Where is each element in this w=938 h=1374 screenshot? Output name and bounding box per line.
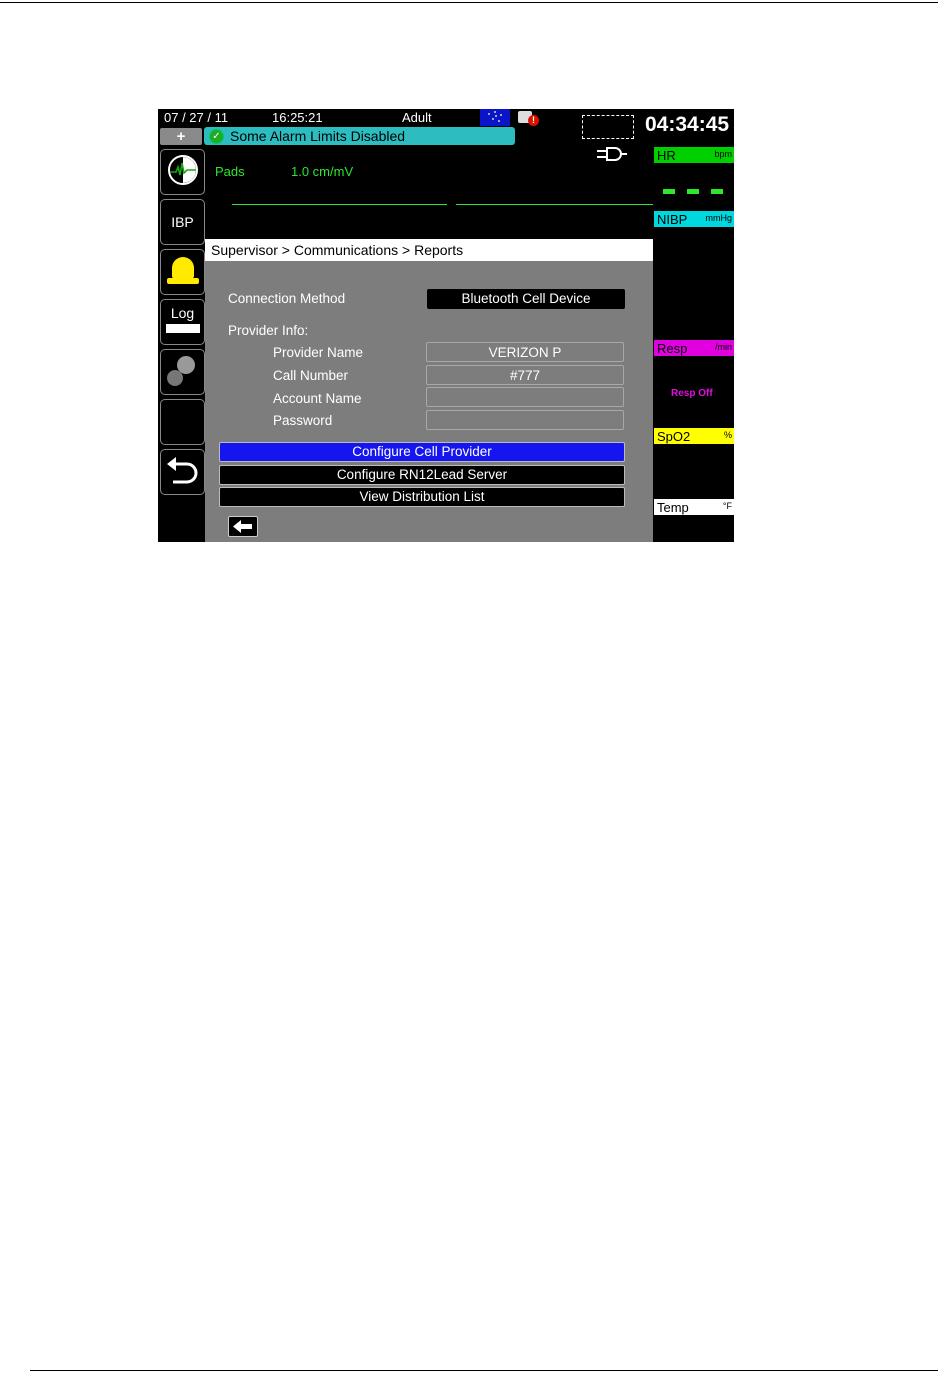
call-number-field[interactable]: #777 <box>426 365 624 385</box>
page-top-rule <box>0 2 938 3</box>
temp-header[interactable] <box>654 499 734 515</box>
resp-label: Resp <box>657 341 688 356</box>
alarms-button[interactable] <box>160 249 205 295</box>
hr-label: HR <box>657 148 676 163</box>
breadcrumb-text: Supervisor > Communications > Reports <box>211 242 464 258</box>
elapsed-time: 04:34:45 <box>645 113 730 136</box>
empty-status-box <box>582 115 634 139</box>
call-number-label: Call Number <box>273 368 349 383</box>
log-label: Log <box>170 305 195 321</box>
ibp-button[interactable] <box>160 199 205 245</box>
settings-button[interactable] <box>160 349 205 395</box>
nibp-header[interactable] <box>654 211 734 227</box>
return-button[interactable] <box>160 449 205 495</box>
patient-info-button[interactable]: + <box>160 128 202 145</box>
view-distribution-list-button[interactable]: View Distribution List <box>219 487 625 507</box>
waveform-button[interactable] <box>160 149 205 195</box>
hr-unit: bpm <box>714 149 732 159</box>
provider-info-label: Provider Info: <box>228 323 309 338</box>
resp-status: Resp Off <box>671 388 713 399</box>
temp-label: Temp <box>657 500 689 515</box>
monitor-screen <box>158 109 734 542</box>
date-display: 07 / 27 / 11 <box>164 110 229 125</box>
check-icon: ✓ <box>209 129 224 144</box>
configure-cell-provider-button[interactable]: Configure Cell Provider <box>219 442 625 462</box>
password-label: Password <box>273 413 333 428</box>
resp-header[interactable] <box>654 340 734 356</box>
nibp-label: NIBP <box>657 212 688 227</box>
ac-power-icon <box>593 145 627 163</box>
patient-mode: Adult <box>402 110 432 125</box>
provider-name-label: Provider Name <box>273 345 364 360</box>
ecg-trace <box>232 204 447 205</box>
temp-unit: °F <box>722 501 732 511</box>
alarm-status-banner <box>204 127 515 145</box>
time-display: 16:25:21 <box>272 110 323 125</box>
spo2-header[interactable] <box>654 428 734 444</box>
bluetooth-icon <box>480 109 510 126</box>
ecg-clock-icon <box>168 155 198 185</box>
resp-unit: /min <box>714 342 732 352</box>
account-name-label: Account Name <box>273 391 362 406</box>
spo2-unit: % <box>723 430 732 440</box>
gear-icon-small <box>167 370 183 386</box>
hr-header[interactable] <box>654 147 734 163</box>
log-button[interactable] <box>160 299 205 345</box>
spo2-label: SpO2 <box>657 429 691 444</box>
alarm-banner-text: Some Alarm Limits Disabled <box>230 128 406 144</box>
blank-softkey[interactable] <box>160 399 205 445</box>
return-arrow-icon <box>163 450 203 490</box>
log-bar <box>166 324 200 333</box>
account-name-field[interactable] <box>426 387 624 407</box>
connection-method-select[interactable]: Bluetooth Cell Device <box>427 289 625 309</box>
printer-alert-icon: ! <box>516 109 540 127</box>
back-button[interactable] <box>228 516 258 537</box>
connection-method-label: Connection Method <box>228 291 346 306</box>
bell-base <box>167 278 199 284</box>
hr-value-dashes <box>663 189 723 194</box>
left-arrow-icon <box>229 517 257 536</box>
provider-name-field[interactable]: VERIZON P <box>426 342 624 362</box>
ecg-gain-label: 1.0 cm/mV <box>291 164 354 179</box>
nibp-unit: mmHg <box>705 213 732 223</box>
dialog-breadcrumb <box>205 239 653 261</box>
configure-rn12lead-server-button[interactable]: Configure RN12Lead Server <box>219 465 625 485</box>
ecg-trace-2 <box>456 204 653 205</box>
ibp-label: IBP <box>171 214 194 230</box>
password-field[interactable] <box>426 410 624 430</box>
reports-dialog <box>205 239 653 542</box>
ecg-lead-label: Pads <box>215 164 245 179</box>
bell-icon <box>172 257 194 279</box>
page-bottom-rule <box>30 1370 938 1371</box>
